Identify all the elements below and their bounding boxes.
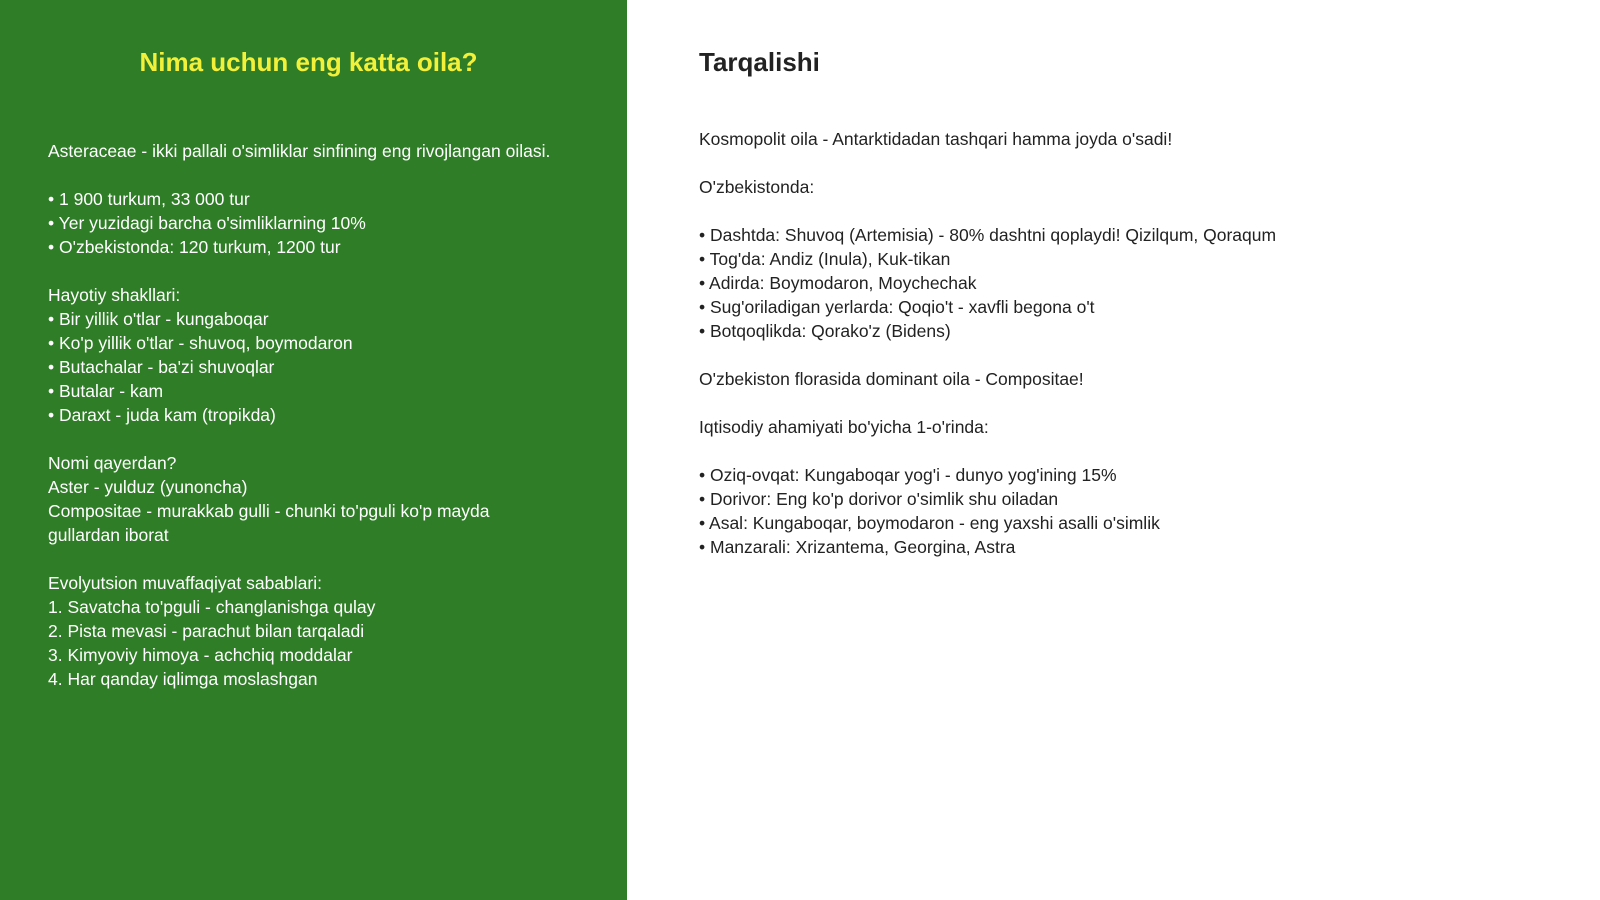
right-title: Tarqalishi	[699, 47, 820, 77]
dominant-text: O'zbekiston florasida dominant oila - Compositae!	[699, 369, 1084, 389]
life-form-item: • Butachalar - ba'zi shuvoqlar	[48, 357, 275, 377]
success-reason: 4. Har qanday iqlimga moslashgan	[48, 669, 318, 689]
spacer	[699, 343, 1560, 367]
spacer	[699, 439, 1560, 463]
right-body	[699, 127, 1560, 559]
name-line: Compositae - murakkab gulli - chunki to'pguli ko'p mayda	[48, 501, 490, 521]
name-heading: Nomi qayerdan?	[48, 453, 177, 473]
economic-item: • Manzarali: Xrizantema, Georgina, Astra	[699, 537, 1016, 557]
life-forms-heading: Hayotiy shakllari:	[48, 285, 181, 305]
economic-item: • Asal: Kungaboqar, boymodaron - eng yaxshi asalli o'simlik	[699, 513, 1160, 533]
spacer	[48, 547, 587, 571]
name-line: Aster - yulduz (yunoncha)	[48, 477, 248, 497]
spacer	[699, 151, 1560, 175]
spacer	[699, 391, 1560, 415]
habitat-item: • Tog'da: Andiz (Inula), Kuk-tikan	[699, 249, 951, 269]
stat-item: • Yer yuzidagi barcha o'simliklarning 10%	[48, 213, 366, 233]
left-title: Nima uchun eng katta oila?	[139, 47, 478, 77]
spacer	[48, 163, 587, 187]
habitat-item: • Botqoqlikda: Qorako'z (Bidens)	[699, 321, 951, 341]
left-panel	[0, 0, 627, 900]
spacer	[48, 427, 587, 451]
right-panel	[627, 0, 1600, 900]
life-form-item: • Ko'p yillik o'tlar - shuvoq, boymodaron	[48, 333, 353, 353]
left-body	[48, 139, 587, 691]
success-heading: Evolyutsion muvaffaqiyat sabablari:	[48, 573, 322, 593]
name-line: gullardan iborat	[48, 525, 169, 545]
success-reason: 2. Pista mevasi - parachut bilan tarqaladi	[48, 621, 365, 641]
life-form-item: • Butalar - kam	[48, 381, 164, 401]
life-form-item: • Daraxt - juda kam (tropikda)	[48, 405, 276, 425]
intro-text: Kosmopolit oila - Antarktidadan tashqari hamma joyda o'sadi!	[699, 129, 1173, 149]
economic-heading: Iqtisodiy ahamiyati bo'yicha 1-o'rinda:	[699, 417, 989, 437]
economic-item: • Oziq-ovqat: Kungaboqar yog'i - dunyo yog'ining 15%	[699, 465, 1117, 485]
habitat-item: • Sug'oriladigan yerlarda: Qoqio't - xavfli begona o't	[699, 297, 1095, 317]
success-reason: 1. Savatcha to'pguli - changlanishga qulay	[48, 597, 376, 617]
stat-item: • O'zbekistonda: 120 turkum, 1200 tur	[48, 237, 341, 257]
spacer	[48, 259, 587, 283]
intro-text: Asteraceae - ikki pallali o'simliklar sinfining eng rivojlangan oilasi.	[48, 141, 551, 161]
habitat-item: • Adirda: Boymodaron, Moychechak	[699, 273, 977, 293]
spacer	[699, 199, 1560, 223]
success-reason: 3. Kimyoviy himoya - achchiq moddalar	[48, 645, 353, 665]
habitat-item: • Dashtda: Shuvoq (Artemisia) - 80% dashtni qoplaydi! Qizilqum, Qoraqum	[699, 225, 1277, 245]
uzbekistan-heading: O'zbekistonda:	[699, 177, 815, 197]
life-form-item: • Bir yillik o'tlar - kungaboqar	[48, 309, 269, 329]
economic-item: • Dorivor: Eng ko'p dorivor o'simlik shu oiladan	[699, 489, 1059, 509]
stat-item: • 1 900 turkum, 33 000 tur	[48, 189, 250, 209]
